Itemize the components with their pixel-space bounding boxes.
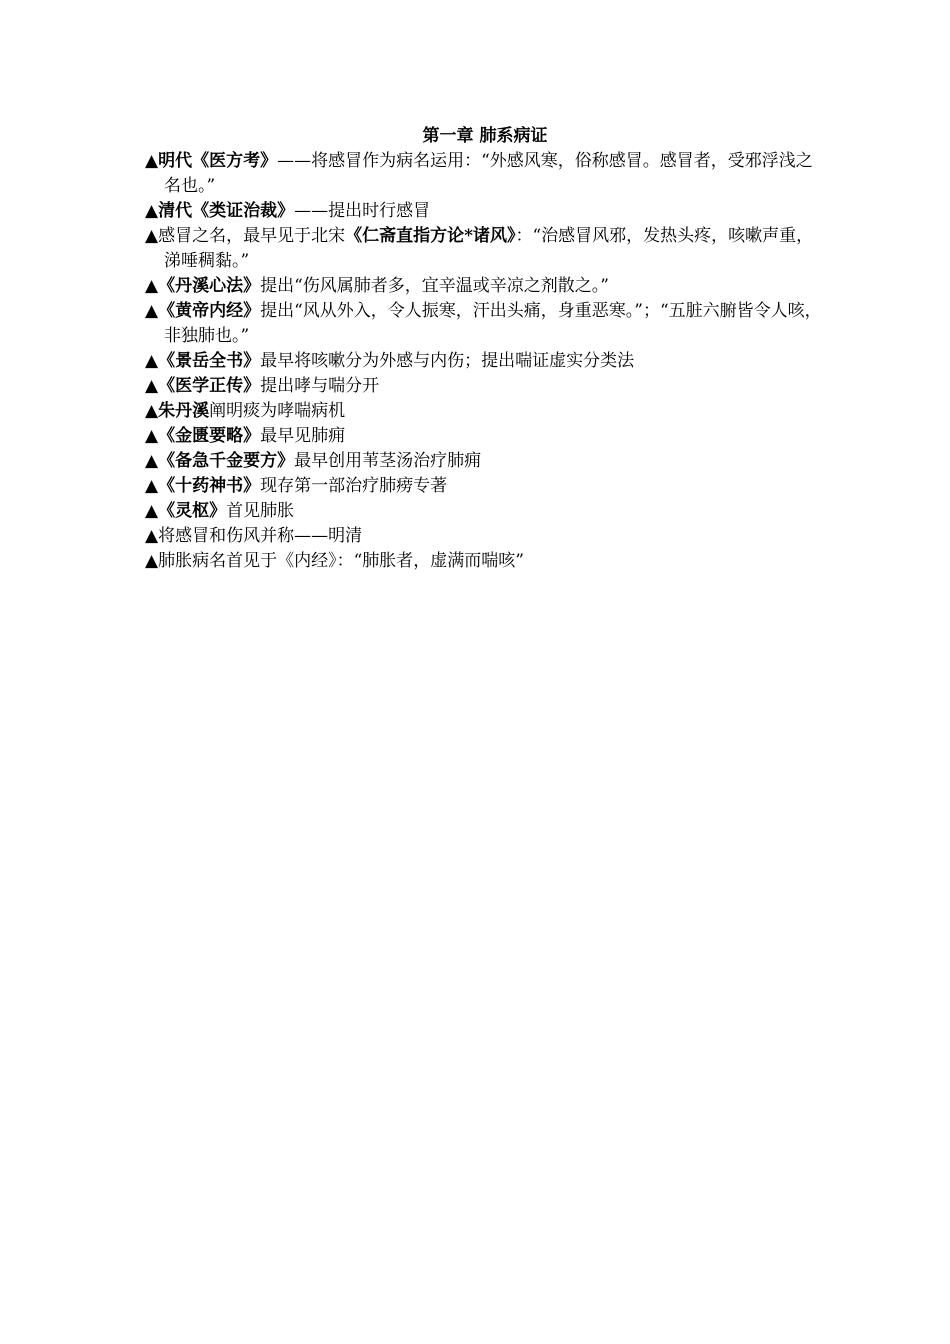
note-item	[145, 399, 825, 424]
note-item	[145, 199, 825, 224]
document-content	[145, 124, 825, 574]
note-item-bold-text: ▲《金匮要略》	[145, 426, 261, 446]
note-item-text: ▲肺胀病名首见于《内经》：“肺胀者，虚满而喘咳”	[145, 551, 524, 571]
note-item-text: ▲将感冒和伤风并称——明清	[145, 526, 363, 546]
note-item-bold-text: ▲《备急千金要方》	[145, 451, 295, 471]
note-item-text: 首见肺胀	[226, 501, 295, 521]
note-item	[145, 149, 825, 199]
note-item	[145, 349, 825, 374]
note-item-text: 最早创用苇茎汤治疗肺痈	[294, 451, 482, 471]
note-item-bold-text: ▲《十药神书》	[145, 476, 261, 496]
note-item-text: 现存第一部治疗肺痨专著	[260, 476, 448, 496]
note-item	[145, 449, 825, 474]
note-item-text: ——提出时行感冒	[294, 201, 431, 221]
note-item-bold-text: ▲《灵枢》	[145, 501, 227, 521]
note-item-bold-text: ▲《丹溪心法》	[145, 276, 261, 296]
note-item	[145, 499, 825, 524]
note-item-bold-text: ▲朱丹溪	[145, 401, 210, 421]
note-item	[145, 549, 825, 574]
note-item-bold-text: ▲《黄帝内经》	[145, 301, 261, 321]
note-item	[145, 424, 825, 449]
note-item-text: 提出“风从外入，令人振寒，汗出头痛，身重恶寒。”；“五脏六腑皆令人咳，非独肺也。”	[164, 301, 822, 346]
note-item-bold-text: ▲清代《类证治裁》	[145, 201, 295, 221]
note-item	[145, 224, 825, 274]
note-item-text: 阐明痰为哮喘病机	[209, 401, 346, 421]
note-item-bold-text: ▲《景岳全书》	[145, 351, 261, 371]
note-item-text: 提出“伤风属肺者多，宜辛温或辛凉之剂散之。”	[260, 276, 609, 296]
note-item	[145, 524, 825, 549]
note-item-text: 最早将咳嗽分为外感与内伤；提出喘证虚实分类法	[260, 351, 635, 371]
note-item	[145, 299, 825, 349]
note-item-text: ——将感冒作为病名运用：“外感风寒，俗称感冒。感冒者，受邪浮浅之名也。”	[164, 151, 813, 196]
note-item-text: ：“治感冒风邪，发热头疼，咳嗽声重，涕唾稠黏。”	[164, 226, 814, 271]
note-item-text: 最早见肺痈	[260, 426, 346, 446]
note-item-text: ▲感冒之名，最早见于北宋	[145, 226, 346, 246]
note-item	[145, 274, 825, 299]
note-item-text: 提出哮与喘分开	[260, 376, 380, 396]
note-item	[145, 374, 825, 399]
chapter-title: 第一章 肺系病证	[422, 126, 548, 146]
note-item-bold-text: ▲《医学正传》	[145, 376, 261, 396]
note-list	[145, 149, 825, 574]
note-item-bold-text: ▲明代《医方考》	[145, 151, 278, 171]
note-item	[145, 474, 825, 499]
note-item-bold-text: 《仁斋直指方论*诸风》	[345, 226, 516, 246]
